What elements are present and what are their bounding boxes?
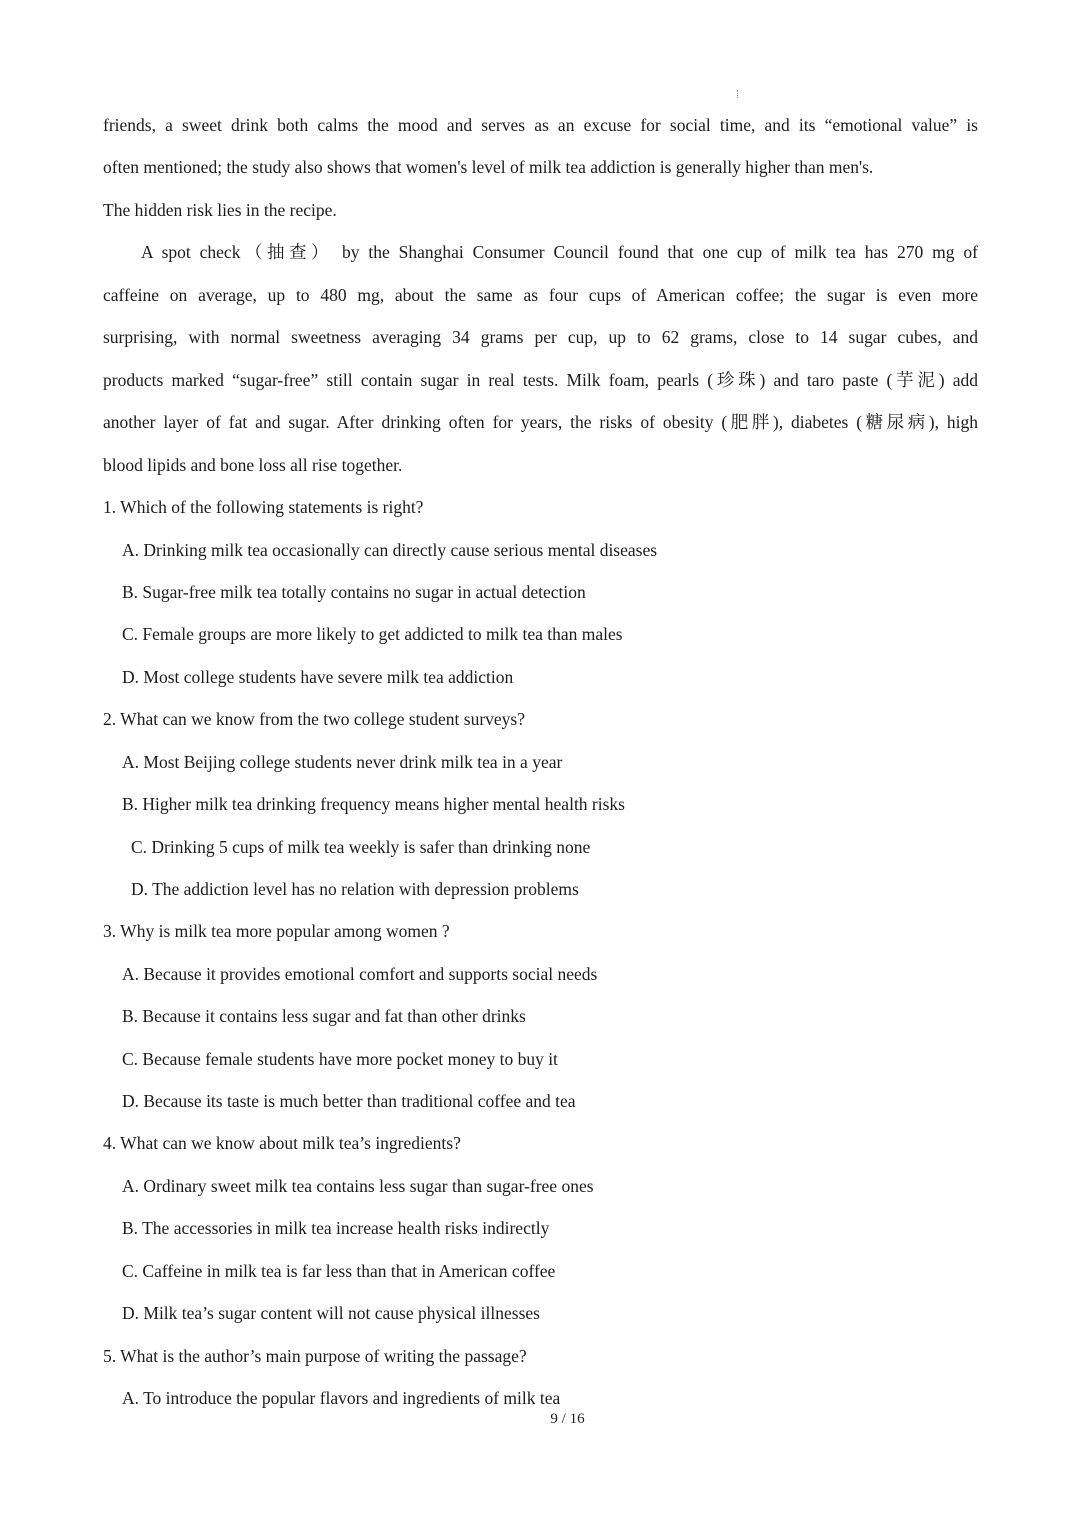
answer-option: D. Milk tea’s sugar content will not cause physical illnesses [122, 1303, 540, 1323]
question-stem: 5. What is the author’s main purpose of writing the passage? [103, 1346, 527, 1366]
passage-line: another layer of fat and sugar. After drinking often for years, the risks of obesity (肥胖), diabetes (糖尿病), high [103, 412, 978, 432]
answer-option: A. Ordinary sweet milk tea contains less sugar than sugar-free ones [122, 1176, 594, 1196]
question-stem: 1. Which of the following statements is right? [103, 497, 424, 517]
passage-line: friends, a sweet drink both calms the mood and serves as an excuse for social time, and its “emotional value” is [103, 115, 978, 135]
answer-option: B. Sugar-free milk tea totally contains no sugar in actual detection [122, 582, 586, 602]
answer-option: A. Most Beijing college students never drink milk tea in a year [122, 752, 563, 772]
passage-line: surprising, with normal sweetness averaging 34 grams per cup, up to 62 grams, close to 14 sugar cubes, and [103, 327, 978, 347]
passage-line: caffeine on average, up to 480 mg, about the same as four cups of American coffee; the sugar is even more [103, 285, 978, 305]
answer-option: B. Higher milk tea drinking frequency means higher mental health risks [122, 794, 625, 814]
answer-option: B. The accessories in milk tea increase health risks indirectly [122, 1218, 550, 1238]
answer-option: A. To introduce the popular flavors and ingredients of milk tea [122, 1388, 561, 1408]
answer-option: C. Drinking 5 cups of milk tea weekly is safer than drinking none [131, 837, 591, 857]
question-stem: 3. Why is milk tea more popular among women ? [103, 921, 450, 941]
answer-option: C. Caffeine in milk tea is far less than that in American coffee [122, 1261, 556, 1281]
answer-option: A. Drinking milk tea occasionally can directly cause serious mental diseases [122, 540, 658, 560]
page-number: 9 / 16 [550, 1411, 585, 1427]
passage-line: often mentioned; the study also shows that women's level of milk tea addiction is generally higher than men's. [103, 157, 874, 177]
answer-option: A. Because it provides emotional comfort and supports social needs [122, 964, 598, 984]
passage-line: blood lipids and bone loss all rise together. [103, 455, 403, 475]
answer-option: D. The addiction level has no relation with depression problems [131, 879, 579, 899]
answer-option: B. Because it contains less sugar and fat than other drinks [122, 1006, 526, 1026]
passage-line: A spot check（抽查） by the Shanghai Consumer Council found that one cup of milk tea has 270 mg of [141, 242, 978, 262]
answer-option: D. Because its taste is much better than traditional coffee and tea [122, 1091, 576, 1111]
scan-mark [737, 90, 741, 98]
passage-line: products marked “sugar-free” still contain sugar in real tests. Milk foam, pearls (珍珠) and taro paste (芋泥) add [103, 370, 978, 390]
passage-line: The hidden risk lies in the recipe. [103, 200, 337, 220]
answer-option: C. Because female students have more pocket money to buy it [122, 1049, 558, 1069]
answer-option: D. Most college students have severe milk tea addiction [122, 667, 514, 687]
question-stem: 2. What can we know from the two college student surveys? [103, 709, 525, 729]
answer-option: C. Female groups are more likely to get addicted to milk tea than males [122, 624, 623, 644]
question-stem: 4. What can we know about milk tea’s ingredients? [103, 1133, 461, 1153]
